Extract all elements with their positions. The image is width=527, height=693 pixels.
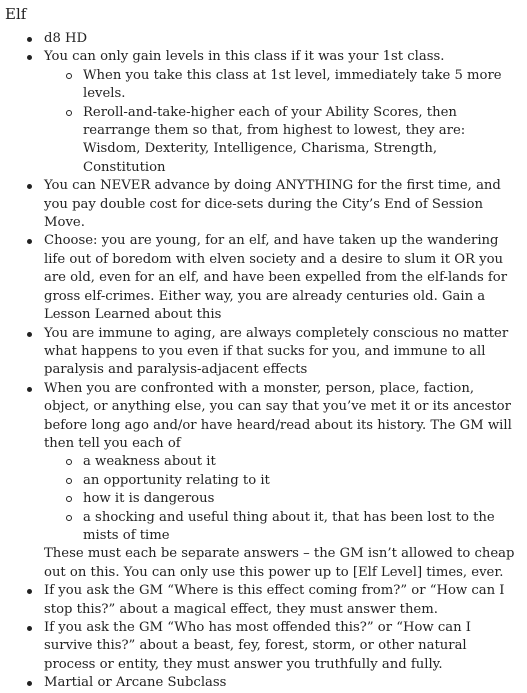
list-item: [44, 380, 519, 582]
sub-list-item-text: When you take this class at 1st level, immediately take 5 more levels.: [83, 67, 502, 102]
bullet-icon: [27, 239, 32, 244]
page-title: Elf: [5, 5, 27, 23]
feature-list: [5, 30, 519, 693]
list-item: [44, 177, 519, 232]
list-item-text: You can NEVER advance by doing ANYTHING for the first time, and you pay double cost for dice-sets during the City’s End of Session Move.: [44, 178, 501, 231]
bullet-icon: [27, 589, 32, 594]
list-item-text: Choose: you are young, for an elf, and have taken up the wandering life out of boredom with elven society and a desire to slum it OR you are old, even for an elf, and have been expelled from the elf-lands for gross elf-crimes. Either way, you are already centuries old. Gain a Lesson Learned about this: [44, 233, 508, 323]
bullet-icon: [27, 184, 32, 189]
sub-list-item-text: how it is dangerous: [83, 491, 215, 507]
list-item: [44, 674, 519, 692]
hollow-bullet-icon: [66, 515, 72, 521]
sub-list-item: [83, 509, 519, 546]
list-item: [44, 48, 519, 177]
sub-list-item: [83, 472, 519, 490]
bullet-icon: [27, 387, 32, 392]
list-item-text: If you ask the GM “Where is this effect coming from?” or “How can I stop this?” about a magical effect, they must answer them.: [44, 583, 505, 617]
sub-list-item-text: an opportunity relating to it: [83, 472, 270, 488]
sub-list-item-text: a weakness about it: [83, 454, 216, 470]
bullet-icon: [27, 37, 32, 42]
sub-list-item: [83, 104, 519, 178]
list-item: [44, 582, 519, 619]
bullet-icon: [27, 626, 32, 631]
list-item-text: Martial or Arcane Subclass: [44, 675, 227, 691]
list-item: [44, 619, 519, 674]
sub-list-item: [83, 490, 519, 508]
sub-list: [44, 67, 519, 177]
list-item: [44, 325, 519, 380]
hollow-bullet-icon: [66, 496, 72, 502]
hollow-bullet-icon: [66, 110, 72, 116]
sub-list-item: [83, 67, 519, 104]
list-item-text: You can only gain levels in this class if it was your 1st class.: [44, 49, 445, 65]
bullet-icon: [27, 332, 32, 337]
sub-list-item-text: a shocking and useful thing about it, that has been lost to the mists of time: [83, 509, 495, 543]
list-item-text: If you ask the GM “Who has most offended this?” or “How can I survive this?” about a beast, fey, forest, storm, or other natural process or entity, they must answer you truthfully and fully.: [44, 620, 472, 672]
hollow-bullet-icon: [66, 478, 72, 484]
bullet-icon: [27, 55, 32, 60]
list-item-continuation: These must each be separate answers – the GM isn’t allowed to cheap out on this. You can only use this power up to [Elf Level] times, ever.: [44, 546, 515, 580]
bullet-icon: [27, 681, 32, 686]
list-item-text: You are immune to aging, are always completely conscious no matter what happens to you even if that sucks for you, and immune to all paralysis and paralysis-adjacent effects: [44, 325, 509, 378]
list-item: [44, 30, 519, 48]
list-item-text: d8 HD: [44, 31, 88, 46]
hollow-bullet-icon: [66, 73, 72, 79]
list-item-text: When you are confronted with a monster, person, place, faction, object, or anything else, you can say that you’ve met it or its ancestor before long ago and/or have heard/read about its history. The GM will then tell you each of: [44, 380, 512, 451]
list-item: [44, 232, 519, 324]
sub-list: [44, 453, 519, 545]
sub-list-item-text: Reroll-and-take-higher each of your Ability Scores, then rearrange them so that, from highest to lowest, they are: Wisdom, Dexterity, Intelligence, Charisma, Strength, Constitution: [83, 104, 466, 175]
hollow-bullet-icon: [66, 459, 72, 465]
sub-list-item: [83, 453, 519, 471]
